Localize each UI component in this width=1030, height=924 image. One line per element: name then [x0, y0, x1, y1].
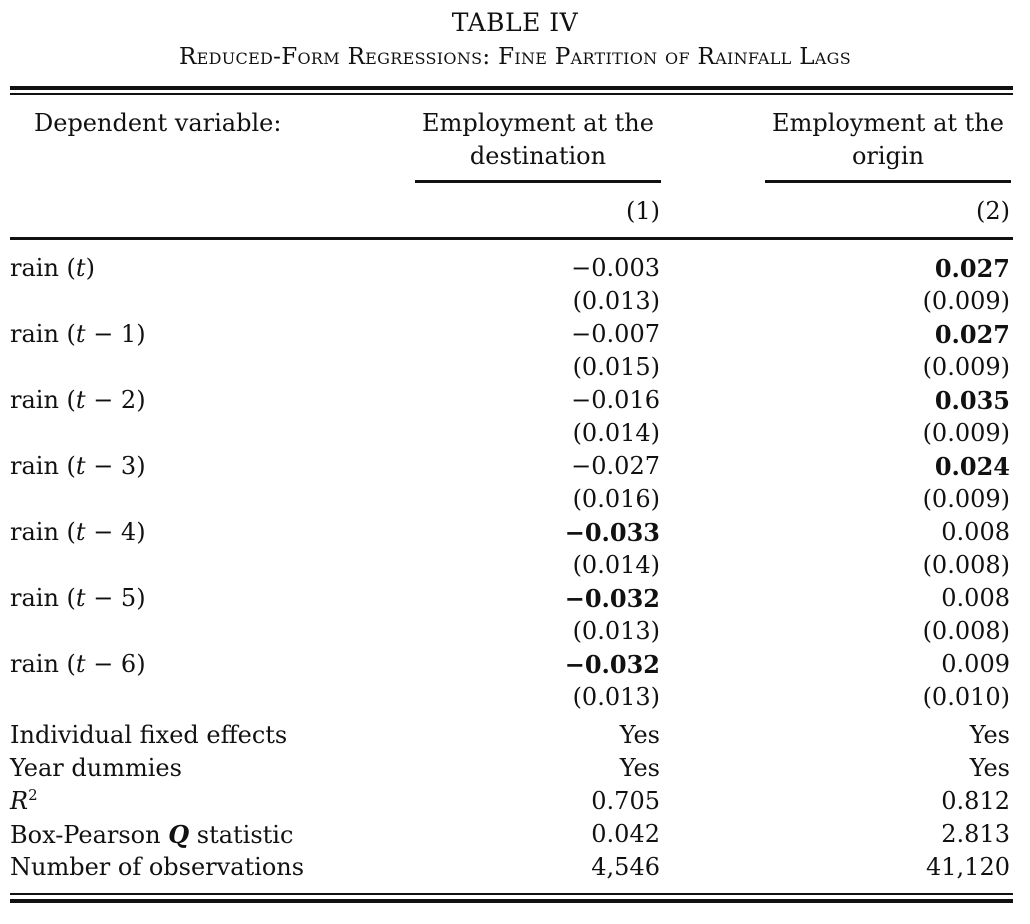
- table-row: [0, 252, 1030, 285]
- coef-col1: −0.003: [571, 254, 660, 282]
- rain-label-prefix: rain (: [10, 254, 76, 282]
- fixed-effects-label: Individual fixed effects: [10, 721, 288, 749]
- box-pearson-col2: 2.813: [941, 820, 1010, 848]
- se-col2: (0.008): [922, 551, 1010, 579]
- top-rule-thick: [10, 86, 1013, 90]
- table-row: [0, 582, 1030, 615]
- table-row: [0, 318, 1030, 351]
- table-row-se: [0, 351, 1030, 384]
- table-title: TABLE IV: [451, 8, 579, 37]
- rain-lag-label: [10, 450, 146, 483]
- r-squared-col2: 0.812: [941, 787, 1010, 815]
- coef-col1: −0.033: [564, 518, 660, 547]
- se-col2: (0.009): [922, 287, 1010, 315]
- rain-label-suffix: − 6): [85, 650, 146, 678]
- box-pearson-suffix: statistic: [189, 821, 294, 849]
- coef-col1: −0.016: [571, 386, 660, 414]
- coef-col2: 0.027: [934, 320, 1010, 349]
- rain-label-var: t: [75, 518, 86, 546]
- se-col2: (0.010): [922, 683, 1010, 711]
- column-2-header-line1: Employment at the: [772, 109, 1004, 137]
- rain-lag-label: [10, 582, 146, 615]
- bottom-rule-thick: [10, 899, 1013, 903]
- se-col2: (0.009): [922, 353, 1010, 381]
- coef-col1: −0.032: [564, 584, 660, 613]
- coef-col2: 0.008: [941, 584, 1010, 612]
- table-row-fixed-effects: [0, 719, 1030, 752]
- table-row: [0, 648, 1030, 681]
- coef-col1: −0.007: [571, 320, 660, 348]
- column-2-underline: [765, 180, 1011, 183]
- r-squared-label: [10, 785, 38, 818]
- coef-col1: −0.032: [564, 650, 660, 679]
- coef-col2: 0.027: [934, 254, 1010, 283]
- coef-col2: 0.024: [934, 452, 1010, 481]
- table-subtitle: Reduced-Form Regressions: Fine Partition of Rainfall Lags: [179, 44, 851, 70]
- se-col1: (0.014): [572, 419, 660, 447]
- rain-lag-label: [10, 384, 146, 417]
- rain-label-suffix: − 1): [85, 320, 146, 348]
- fixed-effects-col2: Yes: [969, 721, 1010, 749]
- box-pearson-prefix: Box-Pearson: [10, 821, 169, 849]
- coef-col2: 0.009: [941, 650, 1010, 678]
- observations-col1: 4,546: [591, 853, 660, 881]
- rain-label-var: t: [75, 254, 86, 282]
- header-rule: [10, 237, 1013, 240]
- table-row-se: [0, 417, 1030, 450]
- column-1-number: (1): [626, 197, 660, 225]
- year-dummies-col2: Yes: [969, 754, 1010, 782]
- bottom-rule-thin: [10, 893, 1013, 895]
- rain-lag-label: [10, 252, 95, 285]
- se-col2: (0.009): [922, 485, 1010, 513]
- rain-label-var: t: [75, 452, 86, 480]
- box-pearson-var: Q: [168, 820, 190, 849]
- table-row-se: [0, 483, 1030, 516]
- rain-label-var: t: [75, 386, 86, 414]
- rain-label-prefix: rain (: [10, 452, 76, 480]
- table-row-se: [0, 681, 1030, 714]
- rain-label-suffix: ): [85, 254, 95, 282]
- column-1-header-line2: destination: [469, 142, 607, 170]
- column-2-header: [763, 107, 1013, 173]
- column-1-underline: [415, 180, 661, 183]
- box-pearson-col1: 0.042: [591, 820, 660, 848]
- se-col1: (0.016): [572, 485, 660, 513]
- se-col2: (0.008): [922, 617, 1010, 645]
- se-col1: (0.013): [572, 617, 660, 645]
- coef-col2: 0.035: [934, 386, 1010, 415]
- rain-lag-label: [10, 648, 146, 681]
- se-col1: (0.013): [572, 287, 660, 315]
- r-squared-var: R: [10, 787, 29, 815]
- fixed-effects-col1: Yes: [619, 721, 660, 749]
- table-row-box-pearson: [0, 818, 1030, 851]
- r-squared-col1: 0.705: [591, 787, 660, 815]
- column-2-number: (2): [976, 197, 1010, 225]
- rain-label-var: t: [75, 320, 86, 348]
- table-row-se: [0, 615, 1030, 648]
- rain-label-var: t: [75, 584, 86, 612]
- rain-label-prefix: rain (: [10, 320, 76, 348]
- year-dummies-col1: Yes: [619, 754, 660, 782]
- rain-lag-label: [10, 318, 146, 351]
- top-rule-thin: [10, 93, 1013, 95]
- observations-col2: 41,120: [926, 853, 1010, 881]
- coef-col1: −0.027: [571, 452, 660, 480]
- box-pearson-label: [10, 818, 293, 852]
- table-row: [0, 450, 1030, 483]
- se-col2: (0.009): [922, 419, 1010, 447]
- rain-label-suffix: − 2): [85, 386, 146, 414]
- dependent-variable-label: Dependent variable:: [34, 109, 282, 137]
- rain-label-prefix: rain (: [10, 650, 76, 678]
- column-1-header: [413, 107, 663, 173]
- observations-label: Number of observations: [10, 853, 305, 881]
- rain-label-prefix: rain (: [10, 584, 76, 612]
- table-row-observations: [0, 851, 1030, 884]
- table-row: [0, 516, 1030, 549]
- table-row-year-dummies: [0, 752, 1030, 785]
- table-row-se: [0, 285, 1030, 318]
- column-1-header-line1: Employment at the: [422, 109, 654, 137]
- rain-lag-label: [10, 516, 146, 549]
- year-dummies-label: Year dummies: [10, 754, 182, 782]
- se-col1: (0.013): [572, 683, 660, 711]
- coef-col2: 0.008: [941, 518, 1010, 546]
- rain-label-prefix: rain (: [10, 518, 76, 546]
- table-row-se: [0, 549, 1030, 582]
- se-col1: (0.015): [572, 353, 660, 381]
- table-row: [0, 384, 1030, 417]
- r-squared-sup: 2: [28, 786, 38, 804]
- column-2-header-line2: origin: [851, 142, 925, 170]
- rain-label-suffix: − 4): [85, 518, 146, 546]
- rain-label-prefix: rain (: [10, 386, 76, 414]
- rain-label-var: t: [75, 650, 86, 678]
- rain-label-suffix: − 3): [85, 452, 146, 480]
- table-row-r-squared: [0, 785, 1030, 818]
- se-col1: (0.014): [572, 551, 660, 579]
- rain-label-suffix: − 5): [85, 584, 146, 612]
